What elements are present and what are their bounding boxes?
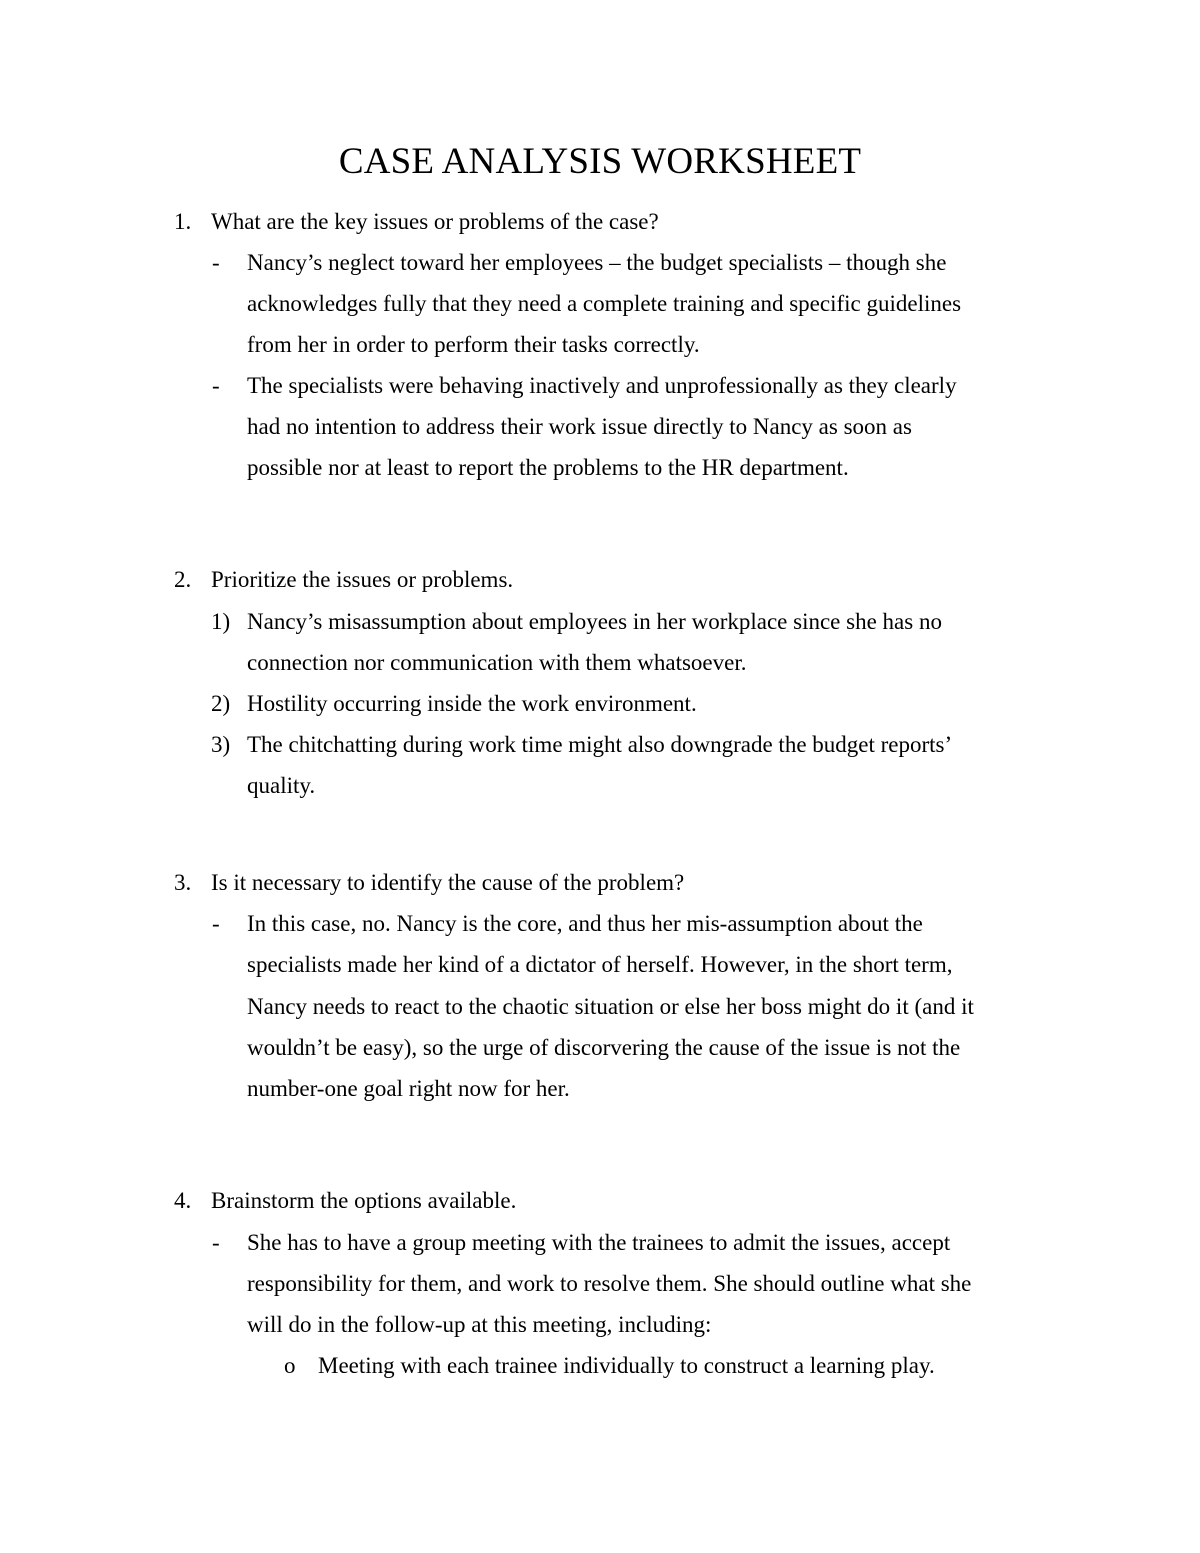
q1-bullet-2-line: The specialists were behaving inactively and unprofessionally as they clearly: [247, 373, 957, 398]
question-1-number: 1.: [174, 209, 192, 234]
question-4-number: 4.: [174, 1188, 192, 1213]
q1-bullet-1-marker: -: [212, 250, 220, 275]
question-4-text: Brainstorm the options available.: [211, 1188, 517, 1213]
q3-bullet-1-marker: -: [212, 911, 220, 936]
question-1-text: What are the key issues or problems of the case?: [211, 209, 659, 234]
q2-item-1-line: connection nor communication with them whatsoever.: [247, 650, 747, 675]
question-2-text: Prioritize the issues or problems.: [211, 567, 514, 592]
q1-bullet-2-line: possible nor at least to report the problems to the HR department.: [247, 455, 849, 480]
q4-bullet-1-line: She has to have a group meeting with the trainees to admit the issues, accept: [247, 1230, 951, 1255]
page-title: CASE ANALYSIS WORKSHEET: [338, 141, 862, 182]
q4-bullet-1-line: will do in the follow-up at this meeting, including:: [247, 1312, 712, 1337]
q3-bullet-1-line: wouldn’t be easy), so the urge of discorvering the cause of the issue is not the: [247, 1035, 961, 1060]
q4-subbullet-1-line: Meeting with each trainee individually to construct a learning play.: [318, 1353, 935, 1378]
question-3-text: Is it necessary to identify the cause of the problem?: [211, 870, 685, 895]
q3-bullet-1-line: number-one goal right now for her.: [247, 1076, 570, 1101]
q2-item-3-marker: 3): [211, 732, 231, 757]
q2-item-1-line: Nancy’s misassumption about employees in her workplace since she has no: [247, 609, 942, 634]
question-3-number: 3.: [174, 870, 192, 895]
q3-bullet-1-line: Nancy needs to react to the chaotic situation or else her boss might do it (and it: [247, 994, 974, 1019]
q3-bullet-1-line: In this case, no. Nancy is the core, and thus her mis-assumption about the: [247, 911, 923, 936]
q2-item-2-marker: 2): [211, 691, 231, 716]
q1-bullet-1-line: acknowledges fully that they need a complete training and specific guidelines: [247, 291, 962, 316]
question-2-number: 2.: [174, 567, 192, 592]
q1-bullet-2-line: had no intention to address their work issue directly to Nancy as soon as: [247, 414, 912, 439]
q1-bullet-2-marker: -: [212, 373, 220, 398]
q2-item-1-marker: 1): [211, 609, 231, 634]
q4-bullet-1-marker: -: [212, 1230, 220, 1255]
q2-item-2-line: Hostility occurring inside the work environment.: [247, 691, 697, 716]
q4-subbullet-1-marker: o: [284, 1353, 296, 1378]
q2-item-3-line: quality.: [247, 773, 316, 798]
q2-item-3-line: The chitchatting during work time might also downgrade the budget reports’: [247, 732, 953, 757]
q4-bullet-1-line: responsibility for them, and work to resolve them. She should outline what she: [247, 1271, 972, 1296]
q1-bullet-1-line: Nancy’s neglect toward her employees – the budget specialists – though she: [247, 250, 947, 275]
q1-bullet-1-line: from her in order to perform their tasks correctly.: [247, 332, 700, 357]
q3-bullet-1-line: specialists made her kind of a dictator of herself. However, in the short term,: [247, 952, 953, 977]
